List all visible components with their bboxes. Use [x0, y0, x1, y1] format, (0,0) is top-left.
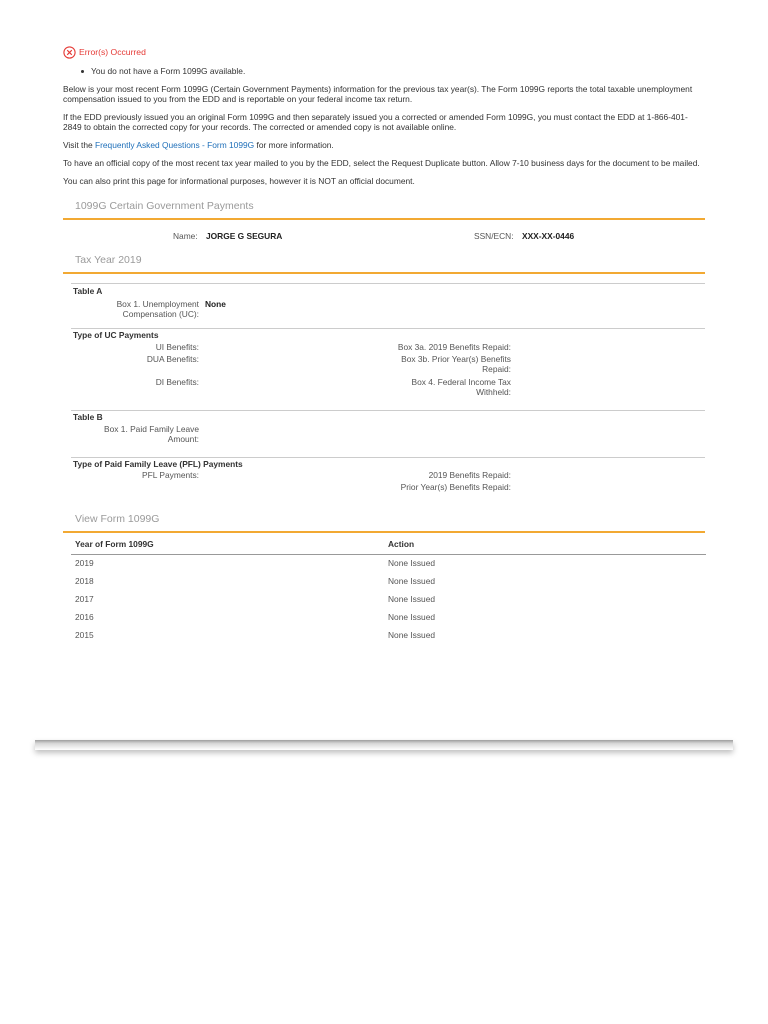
table-a	[63, 284, 706, 328]
table-b	[63, 411, 706, 457]
box3b-label: Box 3b. Prior Year(s) Benefits Repaid:	[401, 354, 511, 374]
name-value: JORGE G SEGURA	[206, 231, 283, 241]
error-item: You do not have a Form 1099G available.	[81, 66, 706, 77]
uc-types	[63, 329, 706, 410]
payments-section-title: 1099G Certain Government Payments	[75, 200, 254, 212]
view-form-title: View Form 1099G	[75, 513, 160, 525]
forms-table-header	[71, 535, 706, 554]
action-cell: None Issued	[388, 630, 436, 640]
year-cell: 2019	[75, 558, 94, 569]
error-x-circle-icon	[63, 46, 76, 59]
year-cell: 2015	[75, 630, 94, 640]
action-cell: None Issued	[388, 558, 436, 569]
page-bottom-shadow	[35, 740, 733, 750]
intro-paragraph-5: You can also print this page for informational purposes, however it is NOT an official document.	[63, 176, 415, 186]
ssn-label: SSN/ECN:	[474, 231, 514, 241]
table-b-title: Table B	[73, 412, 103, 422]
faq-link[interactable]: Frequently Asked Questions - Form 1099G	[94, 140, 255, 150]
dua-benefits-label: DUA Benefits:	[146, 354, 199, 364]
table-a-box1-value: None	[205, 299, 226, 309]
payments-divider	[63, 218, 705, 220]
table-a-box1-label: Box 1. Unemployment Compensation (UC):	[116, 299, 199, 319]
intro-paragraph-4: To have an official copy of the most recent tax year mailed to you by the EDD, select the Request Duplicate button. Allow 7-10 business days for the document to be mailed.	[63, 158, 700, 168]
box4-label: Box 4. Federal Income Tax Withheld:	[411, 377, 511, 397]
error-heading-text: Error(s) Occurred	[79, 47, 146, 57]
name-label: Name:	[173, 231, 198, 241]
col-year-header: Year of Form 1099G	[71, 535, 384, 554]
forms-table	[71, 535, 706, 644]
pfl-types	[63, 458, 706, 498]
table-row	[71, 626, 706, 644]
action-cell: None Issued	[388, 594, 436, 604]
content	[63, 44, 706, 644]
pfl-prior-label: Prior Year(s) Benefits Repaid:	[400, 482, 511, 492]
error-heading	[63, 44, 706, 60]
table-row	[71, 572, 706, 590]
pfl-repaid-label: 2019 Benefits Repaid:	[428, 470, 511, 480]
year-cell: 2018	[75, 576, 94, 586]
intro-paragraph-1: Below is your most recent Form 1099G (Certain Government Payments) information for the previous tax year(s). The Form 1099G reports the total taxable unemployment compensation issued to you from the EDD and is reportable on your federal income tax return.	[63, 84, 693, 104]
table-b-box1-label: Box 1. Paid Family Leave Amount:	[104, 424, 199, 444]
table-row	[71, 590, 706, 608]
ssn-value: XXX-XX-0446	[522, 231, 575, 241]
year-cell: 2016	[75, 612, 94, 622]
intro-paragraph-2: If the EDD previously issued you an original Form 1099G and then separately issued you a corrected or amended Form 1099G, you must contact the EDD at 1-866-401-2849 to obtain the corrected copy for your records. The corrected or amended copy is not available online.	[63, 112, 688, 132]
table-row	[71, 554, 706, 572]
pfl-payments-label: PFL Payments:	[142, 470, 199, 480]
tax-year-divider	[63, 272, 705, 274]
di-benefits-label: DI Benefits:	[155, 377, 199, 387]
table-row	[71, 608, 706, 626]
recipient-info-row	[63, 222, 706, 244]
col-action-header: Action	[384, 535, 706, 554]
box3a-label: Box 3a. 2019 Benefits Repaid:	[397, 342, 511, 352]
faq-prefix: Visit the	[63, 140, 95, 150]
intro-paragraph-3	[63, 140, 706, 150]
year-cell: 2017	[75, 594, 94, 604]
error-list	[81, 66, 706, 77]
pfl-types-title: Type of Paid Family Leave (PFL) Payments	[73, 459, 243, 469]
ui-benefits-label: UI Benefits:	[155, 342, 199, 352]
faq-suffix: for more information.	[254, 140, 334, 150]
view-form-divider	[63, 531, 705, 533]
action-cell: None Issued	[388, 612, 436, 622]
uc-types-title: Type of UC Payments	[73, 330, 159, 340]
tax-year-title: Tax Year 2019	[75, 254, 142, 266]
table-a-title: Table A	[73, 286, 103, 296]
action-cell: None Issued	[388, 576, 436, 586]
